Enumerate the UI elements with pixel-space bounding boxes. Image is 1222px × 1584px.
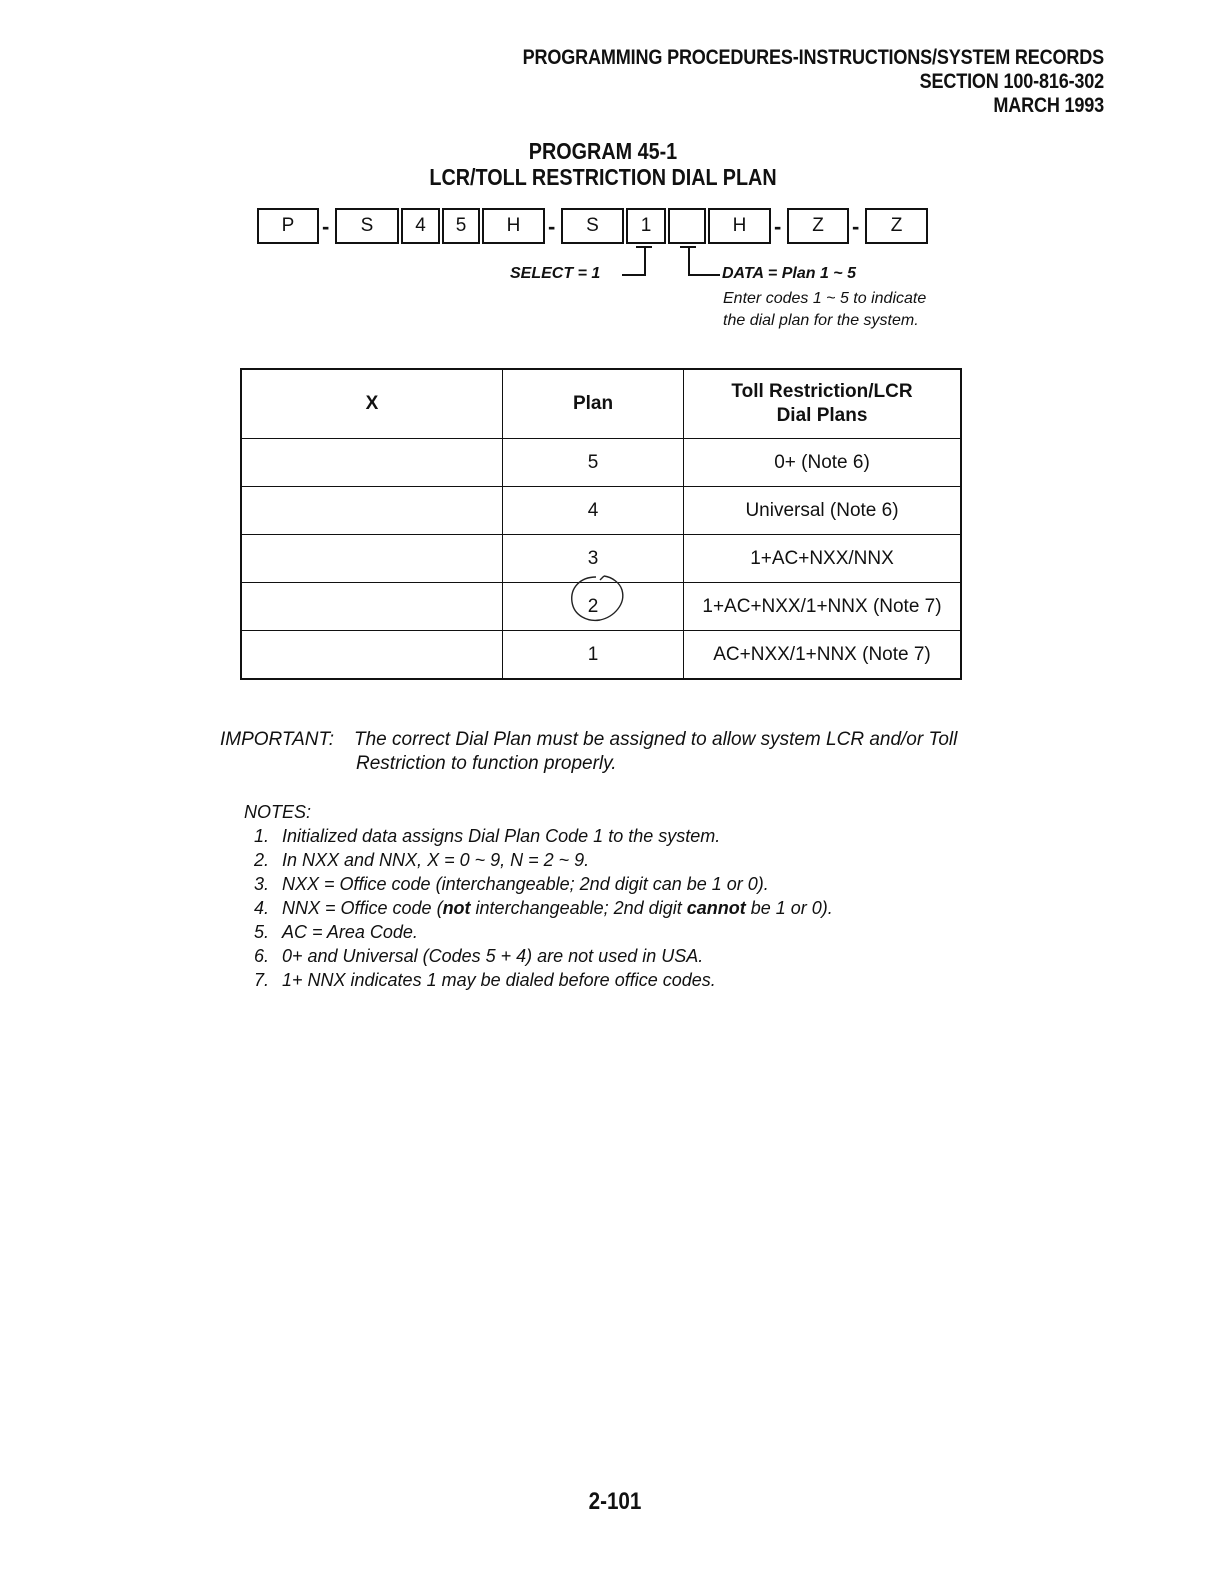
note-item — [244, 896, 833, 920]
note-item — [244, 920, 833, 944]
cell-x — [241, 439, 503, 487]
note-number: 7. — [254, 970, 270, 990]
cell-dial-plan: 0+ (Note 6) — [684, 439, 962, 487]
cell-x — [241, 487, 503, 535]
note-item — [244, 848, 833, 872]
cell-x — [241, 631, 503, 680]
code-box-z: Z — [787, 208, 849, 244]
header-dial-line: Dial Plans — [776, 405, 868, 426]
note-text: NNX = Office code ( — [282, 898, 443, 918]
note-number: 4. — [254, 898, 270, 918]
code-dash: - — [774, 214, 782, 239]
page-header — [523, 46, 1104, 118]
note-number: 3. — [254, 874, 270, 894]
note-item — [244, 824, 833, 848]
note-item — [244, 872, 833, 896]
note-item — [244, 968, 833, 992]
code-box-5: 5 — [442, 208, 480, 244]
cell-dial-plan: 1+AC+NXX/1+NNX (Note 7) — [684, 583, 962, 631]
code-box-z: Z — [865, 208, 928, 244]
cell-plan: 4 — [503, 487, 684, 535]
notes-section — [244, 800, 833, 992]
notes-title: NOTES: — [244, 802, 312, 822]
table-header-row — [241, 369, 961, 439]
note-emphasis: cannot — [686, 898, 746, 918]
header-dial-plans — [684, 369, 962, 439]
header-title: PROGRAMMING PROCEDURES-INSTRUCTIONS/SYSTEM RECORDS — [522, 46, 1104, 69]
code-box-h: H — [708, 208, 771, 244]
data-description-line: Enter codes 1 ~ 5 to indicate — [723, 290, 927, 307]
code-box-p: P — [257, 208, 319, 244]
code-box-s: S — [561, 208, 624, 244]
important-text: The correct Dial Plan must be assigned to allow system LCR and/or Toll — [354, 729, 958, 750]
important-text: Restriction to function properly. — [356, 753, 617, 774]
circled-plan — [588, 596, 599, 618]
cell-plan: 3 — [503, 535, 684, 583]
cell-plan-circled — [503, 583, 684, 631]
program-number: PROGRAM 45-1 — [528, 138, 678, 164]
note-text: AC = Area Code. — [282, 922, 418, 942]
header-date: MARCH 1993 — [993, 94, 1104, 117]
note-text: NXX = Office code (interchangeable; 2nd digit can be 1 or 0). — [282, 874, 769, 894]
table-row — [241, 583, 961, 631]
cell-dial-plan: Universal (Note 6) — [684, 487, 962, 535]
code-dash: - — [548, 214, 556, 239]
note-text: In NXX and NNX, X = 0 ~ 9, N = 2 ~ 9. — [282, 850, 590, 870]
select-label: SELECT = 1 — [510, 265, 601, 282]
data-label: DATA = Plan 1 ~ 5 — [722, 265, 856, 282]
program-title — [84, 138, 1121, 190]
note-text: Initialized data assigns Dial Plan Code 1 to the system. — [282, 826, 721, 846]
table-row — [241, 535, 961, 583]
data-description — [723, 288, 926, 332]
code-box-1: 1 — [626, 208, 666, 244]
note-text: interchangeable; 2nd digit — [470, 898, 687, 918]
table-row — [241, 439, 961, 487]
table-row — [241, 631, 961, 680]
header-section: SECTION 100-816-302 — [919, 70, 1104, 93]
note-emphasis: not — [442, 898, 471, 918]
code-box-4: 4 — [401, 208, 440, 244]
cell-plan: 5 — [503, 439, 684, 487]
cell-plan: 2 — [587, 595, 599, 617]
page-number: 2-101 — [588, 1488, 642, 1515]
code-box-h: H — [482, 208, 545, 244]
cell-plan: 1 — [503, 631, 684, 680]
note-item — [244, 944, 833, 968]
code-box-s: S — [335, 208, 399, 244]
note-text: be 1 or 0). — [745, 898, 833, 918]
code-dash: - — [852, 214, 860, 239]
important-note — [220, 728, 957, 776]
notes-list — [244, 824, 833, 992]
note-number: 1. — [254, 826, 270, 846]
dial-plan-table — [240, 368, 962, 680]
cell-dial-plan: 1+AC+NXX/NNX — [684, 535, 962, 583]
note-number: 6. — [254, 946, 270, 966]
select-bracket-top — [636, 246, 652, 248]
data-bracket-top — [680, 246, 696, 248]
note-text: 1+ NNX indicates 1 may be dialed before office codes. — [282, 970, 716, 990]
header-plan: Plan — [503, 369, 684, 439]
note-number: 5. — [254, 922, 270, 942]
cell-dial-plan: AC+NXX/1+NNX (Note 7) — [684, 631, 962, 680]
important-label: IMPORTANT: — [220, 729, 334, 750]
select-bracket — [622, 248, 646, 276]
header-x: X — [241, 369, 503, 439]
cell-x — [241, 583, 503, 631]
data-description-line: the dial plan for the system. — [723, 312, 919, 329]
code-dash: - — [322, 214, 330, 239]
cell-x — [241, 535, 503, 583]
program-name: LCR/TOLL RESTRICTION DIAL PLAN — [429, 164, 777, 190]
table-row — [241, 487, 961, 535]
note-text: 0+ and Universal (Codes 5 + 4) are not used in USA. — [282, 946, 704, 966]
header-dial-line: Toll Restriction/LCR — [731, 381, 913, 402]
data-bracket — [688, 248, 720, 276]
note-number: 2. — [254, 850, 270, 870]
code-box-data — [668, 208, 706, 244]
